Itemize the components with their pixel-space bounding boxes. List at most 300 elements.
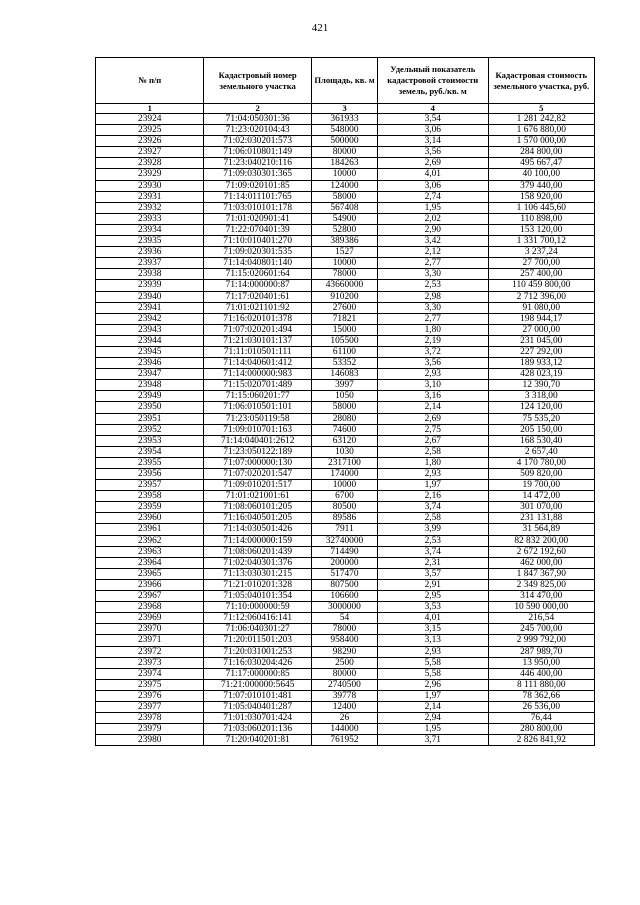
- table-row: [96, 324, 595, 335]
- cadastral-number-cell: 71:09:010201:517: [204, 480, 311, 491]
- table-row: [96, 391, 595, 402]
- unit-value-cell: 3,16: [378, 391, 489, 402]
- table-row: [96, 579, 595, 590]
- table-row: [96, 568, 595, 579]
- column-number: 4: [378, 104, 489, 114]
- cadastral-value-cell: 509 820,00: [488, 469, 594, 480]
- unit-value-cell: 3,15: [378, 624, 489, 635]
- cadastral-number-cell: 71:14:000000:983: [204, 369, 311, 380]
- cadastral-number-cell: 71:14:030501:426: [204, 524, 311, 535]
- cadastral-number-cell: 71:20:040201:81: [204, 735, 311, 746]
- cadastral-value-cell: 2 349 825,00: [488, 579, 594, 590]
- table-row: [96, 269, 595, 280]
- row-number-cell: 23957: [96, 480, 204, 491]
- table-row: [96, 457, 595, 468]
- table-row: [96, 502, 595, 513]
- row-number-cell: 23960: [96, 513, 204, 524]
- unit-value-cell: 2,93: [378, 646, 489, 657]
- row-number-cell: 23928: [96, 158, 204, 169]
- row-number-cell: 23972: [96, 646, 204, 657]
- page-number: 421: [311, 22, 329, 34]
- table-row: [96, 413, 595, 424]
- area-cell: 54900: [311, 213, 377, 224]
- table-body: [96, 114, 595, 746]
- unit-value-cell: 2,77: [378, 258, 489, 269]
- area-cell: 26: [311, 713, 377, 724]
- row-number-cell: 23968: [96, 602, 204, 613]
- row-number-cell: 23946: [96, 358, 204, 369]
- cadastral-number-cell: 71:12:060416:141: [204, 613, 311, 624]
- header-cadastral-value: Кадастровая стоимость земельного участка, руб.: [488, 58, 594, 104]
- table-row: [96, 424, 595, 435]
- column-number: 1: [96, 104, 204, 114]
- cadastral-value-cell: 124 120,00: [488, 402, 594, 413]
- area-cell: 958400: [311, 635, 377, 646]
- table-row: [96, 191, 595, 202]
- area-cell: 58000: [311, 191, 377, 202]
- area-cell: 1030: [311, 446, 377, 457]
- cadastral-number-cell: 71:23:040210:116: [204, 158, 311, 169]
- table-row: [96, 335, 595, 346]
- cadastral-number-cell: 71:15:020701:489: [204, 380, 311, 391]
- row-number-cell: 23953: [96, 435, 204, 446]
- cadastral-value-cell: 4 170 780,00: [488, 457, 594, 468]
- cadastral-number-cell: 71:07:000000:130: [204, 457, 311, 468]
- cadastral-number-cell: 71:10:010401:270: [204, 236, 311, 247]
- area-cell: 74600: [311, 424, 377, 435]
- header-unit-value: Удельный показатель кадастровой стоимости земель, руб./кв. м: [378, 58, 489, 104]
- row-number-cell: 23971: [96, 635, 204, 646]
- area-cell: 200000: [311, 557, 377, 568]
- row-number-cell: 23935: [96, 236, 204, 247]
- cadastral-value-cell: 82 832 200,00: [488, 535, 594, 546]
- table-row: [96, 491, 595, 502]
- table-row: [96, 158, 595, 169]
- area-cell: 361933: [311, 114, 377, 125]
- unit-value-cell: 2,69: [378, 413, 489, 424]
- cadastral-value-cell: 91 080,00: [488, 302, 594, 313]
- table-row: [96, 280, 595, 291]
- cadastral-value-cell: 198 944,17: [488, 313, 594, 324]
- area-cell: 714490: [311, 546, 377, 557]
- unit-value-cell: 3,06: [378, 125, 489, 136]
- area-cell: 807500: [311, 579, 377, 590]
- area-cell: 12400: [311, 701, 377, 712]
- unit-value-cell: 2,77: [378, 313, 489, 324]
- unit-value-cell: 2,14: [378, 701, 489, 712]
- row-number-cell: 23944: [96, 335, 204, 346]
- row-number-cell: 23934: [96, 224, 204, 235]
- cadastral-number-cell: 71:16:030204:426: [204, 657, 311, 668]
- table-row: [96, 546, 595, 557]
- row-number-cell: 23967: [96, 591, 204, 602]
- cadastral-value-cell: 10 590 000,00: [488, 602, 594, 613]
- row-number-cell: 23980: [96, 735, 204, 746]
- unit-value-cell: 2,91: [378, 579, 489, 590]
- area-cell: 144000: [311, 724, 377, 735]
- area-cell: 910200: [311, 291, 377, 302]
- cadastral-number-cell: 71:14:000000:87: [204, 280, 311, 291]
- row-number-cell: 23927: [96, 147, 204, 158]
- header-cadastral-number: Кадастровый номер земельного участка: [204, 58, 311, 104]
- row-number-cell: 23973: [96, 657, 204, 668]
- cadastral-number-cell: 71:03:060201:136: [204, 724, 311, 735]
- unit-value-cell: 2,96: [378, 679, 489, 690]
- unit-value-cell: 2,90: [378, 224, 489, 235]
- row-number-cell: 23926: [96, 136, 204, 147]
- cadastral-value-cell: 158 920,00: [488, 191, 594, 202]
- cadastral-number-cell: 71:23:050119:58: [204, 413, 311, 424]
- row-number-cell: 23978: [96, 713, 204, 724]
- unit-value-cell: 3,72: [378, 346, 489, 357]
- cadastral-number-cell: 71:14:011101:765: [204, 191, 311, 202]
- row-number-cell: 23969: [96, 613, 204, 624]
- cadastral-number-cell: 71:04:050301:36: [204, 114, 311, 125]
- column-number-row: [96, 104, 595, 114]
- table-row: [96, 591, 595, 602]
- cadastral-number-cell: 71:22:070401:39: [204, 224, 311, 235]
- row-number-cell: 23947: [96, 369, 204, 380]
- row-number-cell: 23962: [96, 535, 204, 546]
- unit-value-cell: 3,53: [378, 602, 489, 613]
- cadastral-number-cell: 71:02:030201:573: [204, 136, 311, 147]
- row-number-cell: 23975: [96, 679, 204, 690]
- unit-value-cell: 3,99: [378, 524, 489, 535]
- cadastral-value-cell: 1 676 880,00: [488, 125, 594, 136]
- cadastral-number-cell: 71:20:011501:203: [204, 635, 311, 646]
- row-number-cell: 23939: [96, 280, 204, 291]
- area-cell: 548000: [311, 125, 377, 136]
- table-row: [96, 136, 595, 147]
- table-row: [96, 369, 595, 380]
- area-cell: 80000: [311, 147, 377, 158]
- unit-value-cell: 2,95: [378, 591, 489, 602]
- unit-value-cell: 2,19: [378, 335, 489, 346]
- unit-value-cell: 2,94: [378, 713, 489, 724]
- unit-value-cell: 1,97: [378, 480, 489, 491]
- table-row: [96, 735, 595, 746]
- area-cell: 10000: [311, 169, 377, 180]
- cadastral-number-cell: 71:05:040101:354: [204, 591, 311, 602]
- table-row: [96, 380, 595, 391]
- table-row: [96, 624, 595, 635]
- area-cell: 184263: [311, 158, 377, 169]
- table-row: [96, 114, 595, 125]
- unit-value-cell: 2,02: [378, 213, 489, 224]
- cadastral-number-cell: 71:01:021001:61: [204, 491, 311, 502]
- table-row: [96, 258, 595, 269]
- cadastral-value-cell: 27 700,00: [488, 258, 594, 269]
- cadastral-number-cell: 71:17:020401:61: [204, 291, 311, 302]
- cadastral-number-cell: 71:09:010701:163: [204, 424, 311, 435]
- table-row: [96, 668, 595, 679]
- cadastral-number-cell: 71:02:040301:376: [204, 557, 311, 568]
- area-cell: 124000: [311, 180, 377, 191]
- area-cell: 7911: [311, 524, 377, 535]
- cadastral-number-cell: 71:08:060101:205: [204, 502, 311, 513]
- unit-value-cell: 3,74: [378, 546, 489, 557]
- area-cell: 105500: [311, 335, 377, 346]
- cadastral-value-cell: 2 999 792,00: [488, 635, 594, 646]
- cadastral-number-cell: 71:10:000000:59: [204, 602, 311, 613]
- unit-value-cell: 1,80: [378, 457, 489, 468]
- table-row: [96, 169, 595, 180]
- cadastral-number-cell: 71:23:050122:189: [204, 446, 311, 457]
- row-number-cell: 23963: [96, 546, 204, 557]
- cadastral-value-cell: 2 826 841,92: [488, 735, 594, 746]
- table-header-row: [96, 58, 595, 104]
- table-row: [96, 202, 595, 213]
- area-cell: 3000000: [311, 602, 377, 613]
- cadastral-number-cell: 71:15:020601:64: [204, 269, 311, 280]
- cadastral-number-cell: 71:07:010101:481: [204, 690, 311, 701]
- table-row: [96, 557, 595, 568]
- unit-value-cell: 2,93: [378, 469, 489, 480]
- unit-value-cell: 5,58: [378, 657, 489, 668]
- table-row: [96, 635, 595, 646]
- unit-value-cell: 3,57: [378, 568, 489, 579]
- table-row: [96, 346, 595, 357]
- area-cell: 52800: [311, 224, 377, 235]
- area-cell: 174000: [311, 469, 377, 480]
- cadastral-number-cell: 71:13:030301:215: [204, 568, 311, 579]
- cadastral-value-cell: 110 459 800,00: [488, 280, 594, 291]
- row-number-cell: 23933: [96, 213, 204, 224]
- cadastral-value-cell: 495 667,47: [488, 158, 594, 169]
- table-row: [96, 535, 595, 546]
- cadastral-number-cell: 71:01:030701:424: [204, 713, 311, 724]
- cadastral-value-cell: 287 989,70: [488, 646, 594, 657]
- cadastral-value-cell: 231 045,00: [488, 335, 594, 346]
- cadastral-value-cell: 78 362,66: [488, 690, 594, 701]
- table-row: [96, 435, 595, 446]
- unit-value-cell: 1,95: [378, 202, 489, 213]
- table-row: [96, 313, 595, 324]
- row-number-cell: 23932: [96, 202, 204, 213]
- row-number-cell: 23965: [96, 568, 204, 579]
- cadastral-value-cell: 3 318,00: [488, 391, 594, 402]
- cadastral-number-cell: 71:06:010501:101: [204, 402, 311, 413]
- unit-value-cell: 4,01: [378, 169, 489, 180]
- table-row: [96, 524, 595, 535]
- cadastral-value-cell: 257 400,00: [488, 269, 594, 280]
- area-cell: 2740500: [311, 679, 377, 690]
- table-row: [96, 247, 595, 258]
- cadastral-value-cell: 12 390,70: [488, 380, 594, 391]
- table-row: [96, 224, 595, 235]
- row-number-cell: 23940: [96, 291, 204, 302]
- row-number-cell: 23945: [96, 346, 204, 357]
- row-number-cell: 23977: [96, 701, 204, 712]
- unit-value-cell: 3,54: [378, 114, 489, 125]
- unit-value-cell: 1,95: [378, 724, 489, 735]
- unit-value-cell: 2,14: [378, 402, 489, 413]
- cadastral-value-cell: 1 570 000,00: [488, 136, 594, 147]
- cadastral-value-cell: 1 281 242,82: [488, 114, 594, 125]
- area-cell: 98290: [311, 646, 377, 657]
- row-number-cell: 23959: [96, 502, 204, 513]
- area-cell: 61100: [311, 346, 377, 357]
- row-number-cell: 23942: [96, 313, 204, 324]
- cadastral-number-cell: 71:03:010101:178: [204, 202, 311, 213]
- cadastral-value-cell: 189 933,12: [488, 358, 594, 369]
- table-row: [96, 613, 595, 624]
- cadastral-value-cell: 301 070,00: [488, 502, 594, 513]
- cadastral-value-cell: 3 237,24: [488, 247, 594, 258]
- cadastral-value-cell: 446 400,00: [488, 668, 594, 679]
- row-number-cell: 23970: [96, 624, 204, 635]
- unit-value-cell: 3,30: [378, 302, 489, 313]
- unit-value-cell: 3,14: [378, 136, 489, 147]
- area-cell: 32740000: [311, 535, 377, 546]
- row-number-cell: 23964: [96, 557, 204, 568]
- area-cell: 2500: [311, 657, 377, 668]
- row-number-cell: 23961: [96, 524, 204, 535]
- table-row: [96, 469, 595, 480]
- row-number-cell: 23979: [96, 724, 204, 735]
- area-cell: 106600: [311, 591, 377, 602]
- table-row: [96, 690, 595, 701]
- unit-value-cell: 2,12: [378, 247, 489, 258]
- cadastral-number-cell: 71:14:040601:412: [204, 358, 311, 369]
- row-number-cell: 23925: [96, 125, 204, 136]
- table-row: [96, 713, 595, 724]
- unit-value-cell: 2,53: [378, 280, 489, 291]
- cadastral-value-cell: 1 847 367,90: [488, 568, 594, 579]
- table-row: [96, 180, 595, 191]
- cadastral-value-cell: 40 100,00: [488, 169, 594, 180]
- row-number-cell: 23956: [96, 469, 204, 480]
- cadastral-value-cell: 14 472,00: [488, 491, 594, 502]
- cadastral-number-cell: 71:05:040401:287: [204, 701, 311, 712]
- unit-value-cell: 2,53: [378, 535, 489, 546]
- header-area: Площадь, кв. м: [311, 58, 377, 104]
- unit-value-cell: 1,97: [378, 690, 489, 701]
- cadastral-number-cell: 71:14:040401:2612: [204, 435, 311, 446]
- column-number: 5: [488, 104, 594, 114]
- cadastral-value-cell: 2 657,40: [488, 446, 594, 457]
- area-cell: 3997: [311, 380, 377, 391]
- area-cell: 27600: [311, 302, 377, 313]
- cadastral-value-cell: 284 800,00: [488, 147, 594, 158]
- table-row: [96, 446, 595, 457]
- cadastral-number-cell: 71:21:010201:328: [204, 579, 311, 590]
- unit-value-cell: 3,13: [378, 635, 489, 646]
- cadastral-value-table: [95, 57, 595, 746]
- cadastral-value-cell: 1 331 700,12: [488, 236, 594, 247]
- cadastral-value-cell: 2 672 192,60: [488, 546, 594, 557]
- row-number-cell: 23931: [96, 191, 204, 202]
- unit-value-cell: 2,16: [378, 491, 489, 502]
- row-number-cell: 23936: [96, 247, 204, 258]
- cadastral-value-cell: 13 950,00: [488, 657, 594, 668]
- cadastral-value-cell: 2 712 396,00: [488, 291, 594, 302]
- table-row: [96, 602, 595, 613]
- row-number-cell: 23943: [96, 324, 204, 335]
- unit-value-cell: 2,75: [378, 424, 489, 435]
- area-cell: 146083: [311, 369, 377, 380]
- area-cell: 10000: [311, 480, 377, 491]
- unit-value-cell: 3,42: [378, 236, 489, 247]
- cadastral-value-cell: 379 440,00: [488, 180, 594, 191]
- cadastral-value-cell: 205 150,00: [488, 424, 594, 435]
- unit-value-cell: 3,56: [378, 147, 489, 158]
- row-number-cell: 23929: [96, 169, 204, 180]
- area-cell: 78000: [311, 269, 377, 280]
- area-cell: 761952: [311, 735, 377, 746]
- area-cell: 63120: [311, 435, 377, 446]
- cadastral-number-cell: 71:17:000000:85: [204, 668, 311, 679]
- cadastral-value-cell: 168 530,40: [488, 435, 594, 446]
- area-cell: 500000: [311, 136, 377, 147]
- unit-value-cell: 3,30: [378, 269, 489, 280]
- cadastral-value-cell: 428 023,19: [488, 369, 594, 380]
- unit-value-cell: 2,98: [378, 291, 489, 302]
- unit-value-cell: 2,58: [378, 513, 489, 524]
- unit-value-cell: 3,56: [378, 358, 489, 369]
- cadastral-value-cell: 245 700,00: [488, 624, 594, 635]
- table-row: [96, 657, 595, 668]
- area-cell: 10000: [311, 258, 377, 269]
- cadastral-value-cell: 31 564,89: [488, 524, 594, 535]
- row-number-cell: 23938: [96, 269, 204, 280]
- cadastral-number-cell: 71:14:000000:159: [204, 535, 311, 546]
- cadastral-number-cell: 71:01:021101:92: [204, 302, 311, 313]
- cadastral-number-cell: 71:07:020201:494: [204, 324, 311, 335]
- cadastral-number-cell: 71:06:040301:27: [204, 624, 311, 635]
- table-row: [96, 358, 595, 369]
- unit-value-cell: 1,80: [378, 324, 489, 335]
- area-cell: 80000: [311, 668, 377, 679]
- area-cell: 6700: [311, 491, 377, 502]
- table-row: [96, 125, 595, 136]
- table-row: [96, 302, 595, 313]
- cadastral-number-cell: 71:09:020101:85: [204, 180, 311, 191]
- unit-value-cell: 2,58: [378, 446, 489, 457]
- cadastral-value-cell: 314 470,00: [488, 591, 594, 602]
- cadastral-number-cell: 71:16:020101:378: [204, 313, 311, 324]
- area-cell: 78000: [311, 624, 377, 635]
- cadastral-number-cell: 71:11:010501:111: [204, 346, 311, 357]
- row-number-cell: 23937: [96, 258, 204, 269]
- table-row: [96, 236, 595, 247]
- cadastral-number-cell: 71:14:040801:140: [204, 258, 311, 269]
- cadastral-number-cell: 71:09:030301:365: [204, 169, 311, 180]
- cadastral-value-cell: 27 000,00: [488, 324, 594, 335]
- table-row: [96, 679, 595, 690]
- cadastral-number-cell: 71:21:000000:5645: [204, 679, 311, 690]
- row-number-cell: 23955: [96, 457, 204, 468]
- area-cell: 567408: [311, 202, 377, 213]
- cadastral-value-cell: 110 898,00: [488, 213, 594, 224]
- column-number: 3: [311, 104, 377, 114]
- table-row: [96, 646, 595, 657]
- area-cell: 1050: [311, 391, 377, 402]
- cadastral-value-cell: 75 535,20: [488, 413, 594, 424]
- area-cell: 517470: [311, 568, 377, 579]
- cadastral-number-cell: 71:09:020301:535: [204, 247, 311, 258]
- cadastral-number-cell: 71:15:060201:77: [204, 391, 311, 402]
- unit-value-cell: 2,31: [378, 557, 489, 568]
- cadastral-number-cell: 71:21:030101:137: [204, 335, 311, 346]
- cadastral-value-cell: 231 131,88: [488, 513, 594, 524]
- row-number-cell: 23974: [96, 668, 204, 679]
- cadastral-number-cell: 71:20:031001:253: [204, 646, 311, 657]
- cadastral-value-cell: 216,54: [488, 613, 594, 624]
- row-number-cell: 23954: [96, 446, 204, 457]
- area-cell: 71821: [311, 313, 377, 324]
- area-cell: 39778: [311, 690, 377, 701]
